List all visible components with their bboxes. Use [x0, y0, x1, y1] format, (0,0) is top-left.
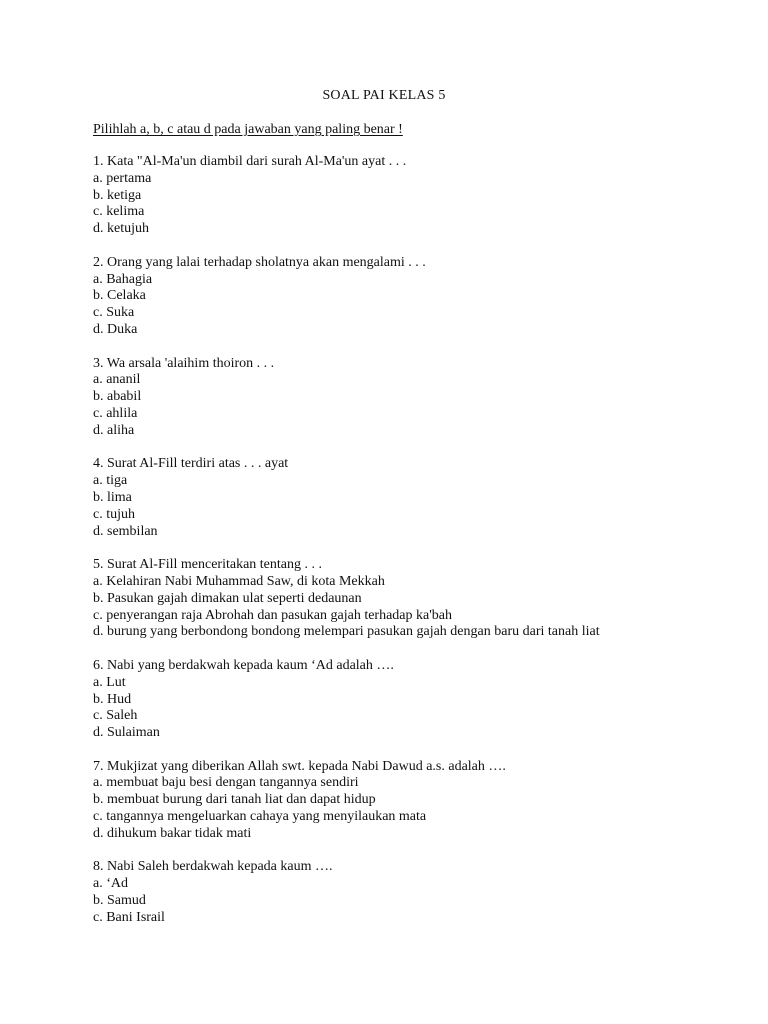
answer-option: a. Bahagia — [93, 271, 153, 287]
answer-option: d. ketujuh — [93, 221, 149, 237]
answer-option: d. sembilan — [93, 523, 158, 539]
answer-option: b. Pasukan gajah dimakan ulat seperti dedaunan — [93, 590, 362, 606]
answer-option: c. tujuh — [93, 506, 135, 522]
question-4 — [93, 456, 733, 540]
answer-option: d. Duka — [93, 321, 138, 337]
answer-option: b. membuat burung dari tanah liat dan dapat hidup — [93, 792, 376, 808]
answer-option: a. pertama — [93, 170, 152, 186]
question-text: 7. Mukjizat yang diberikan Allah swt. kepada Nabi Dawud a.s. adalah …. — [93, 758, 506, 774]
question-text: 8. Nabi Saleh berdakwah kepada kaum …. — [93, 859, 333, 875]
answer-option: c. Suka — [93, 305, 135, 321]
answer-option: b. lima — [93, 489, 132, 505]
answer-option: b. ketiga — [93, 187, 142, 203]
answer-option: a. Lut — [93, 674, 126, 690]
answer-option: d. dihukum bakar tidak mati — [93, 825, 252, 841]
answer-option: b. Celaka — [93, 288, 146, 304]
question-text: 3. Wa arsala 'alaihim thoiron . . . — [93, 355, 275, 371]
question-text: 4. Surat Al-Fill terdiri atas . . . ayat — [93, 456, 289, 472]
answer-option: c. penyerangan raja Abrohah dan pasukan gajah terhadap ka'bah — [93, 607, 452, 623]
question-text: 5. Surat Al-Fill menceritakan tentang . . . — [93, 557, 323, 573]
answer-option: b. Samud — [93, 893, 146, 909]
answer-option: a. membuat baju besi dengan tangannya sendiri — [93, 775, 359, 791]
answer-option: a. tiga — [93, 473, 128, 489]
answer-option: d. Sulaiman — [93, 725, 160, 741]
answer-option: a. ‘Ad — [93, 876, 128, 892]
question-text: 2. Orang yang lalai terhadap sholatnya akan mengalami . . . — [93, 254, 426, 270]
answer-option: a. ananil — [93, 372, 141, 388]
question-text: 6. Nabi yang berdakwah kepada kaum ‘Ad adalah …. — [93, 657, 394, 673]
question-text: 1. Kata "Al-Ma'un diambil dari surah Al-Ma'un ayat . . . — [93, 154, 407, 169]
question-3 — [93, 356, 733, 440]
question-list — [93, 154, 733, 943]
question-6 — [93, 658, 733, 742]
answer-option: c. Saleh — [93, 708, 138, 724]
question-2 — [93, 255, 733, 339]
answer-option: c. ahlila — [93, 405, 138, 421]
question-5 — [93, 557, 733, 641]
answer-option: c. Bani Israil — [93, 909, 165, 925]
answer-option: c. tangannya mengeluarkan cahaya yang menyilaukan mata — [93, 809, 427, 825]
answer-option: d. burung yang berbondong bondong melempari pasukan gajah dengan baru dari tanah liat — [93, 624, 600, 640]
instruction-text: Pilihlah a, b, c atau d pada jawaban yang paling benar ! — [93, 122, 403, 137]
question-8 — [93, 859, 733, 926]
question-7 — [93, 759, 733, 843]
question-1 — [93, 154, 733, 238]
page-title: SOAL PAI KELAS 5 — [322, 88, 446, 103]
answer-option: a. Kelahiran Nabi Muhammad Saw, di kota Mekkah — [93, 573, 385, 589]
answer-option: d. aliha — [93, 422, 135, 438]
answer-option: b. ababil — [93, 389, 142, 405]
answer-option: b. Hud — [93, 691, 132, 707]
answer-option: c. kelima — [93, 204, 145, 220]
